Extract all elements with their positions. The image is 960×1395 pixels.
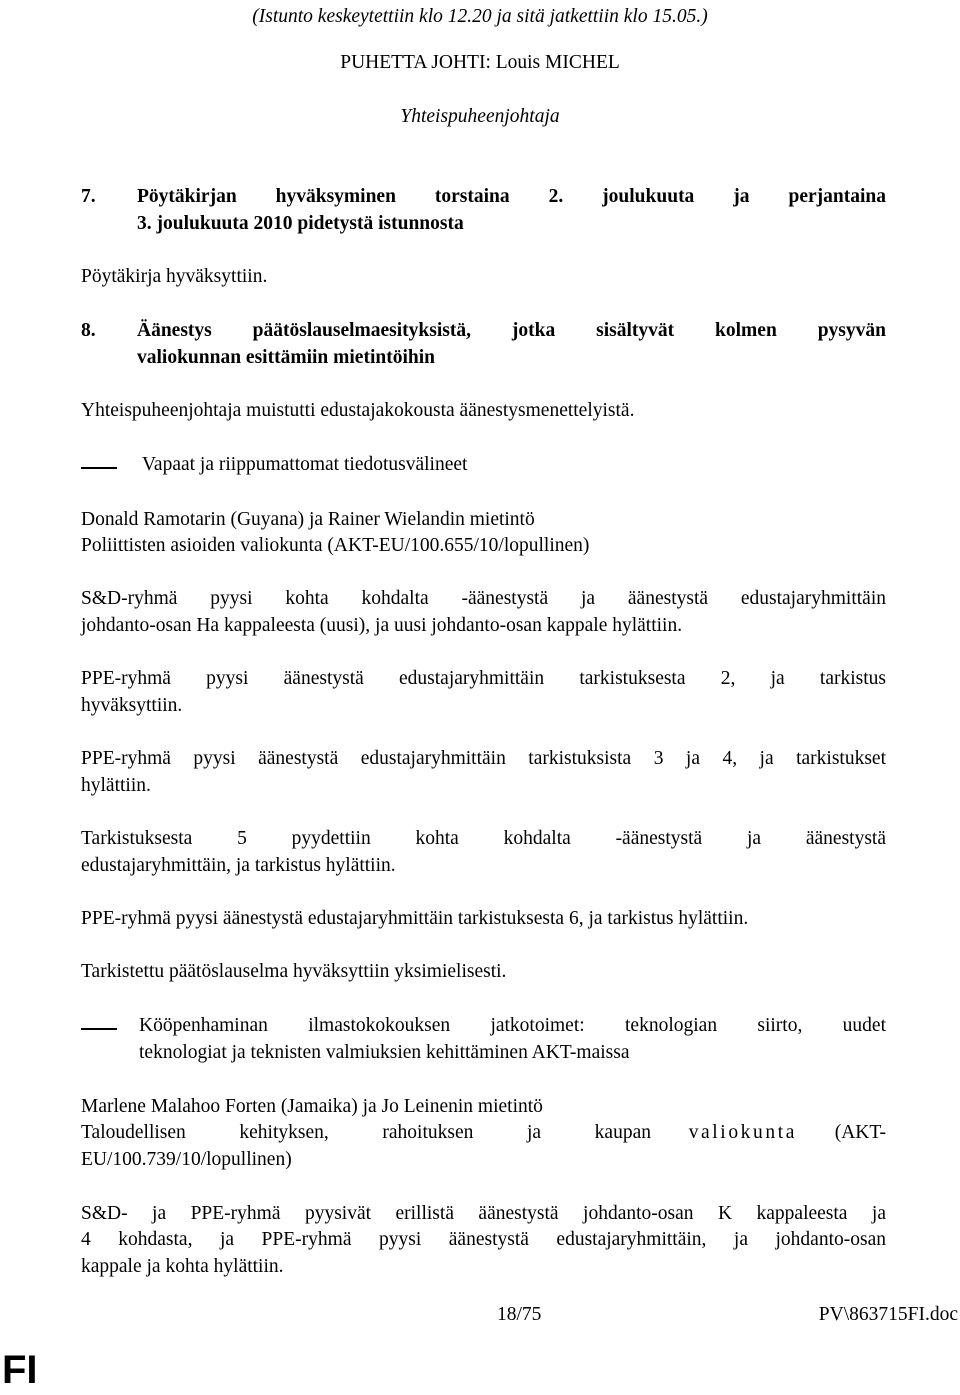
chair-line [0,52,960,74]
section-2-title-line2: teknologiat ja teknisten valmiuksien kehittäminen AKT-maissa [139,1042,630,1063]
section-1-para2-line2: hyväksyttiin. [81,695,183,716]
section-1-report-line2: Poliittisten asioiden valiokunta (AKT-EU/100.655/10/lopullinen) [81,535,590,556]
item-8-intro: Yhteispuheenjohtaja muistutti edustajakokousta äänestysmenettelyistä. [81,400,635,421]
item-7-title-line2: 3. joulukuuta 2010 pidetystä istunnosta [137,213,464,234]
item-8-title-line2: valiokunnan esittämiin mietintöihin [137,347,435,368]
section-2-dash [81,1028,117,1030]
item-8-number: 8. [81,320,96,341]
section-1-para2-line1: PPE-ryhmä pyysi äänestystä edustajaryhmittäin tarkistuksesta 2, ja tarkistus [81,668,886,689]
section-2-report-line3: EU/100.739/10/lopullinen) [81,1149,292,1170]
section-2-report-line2-b: valiokunta [688,1122,798,1143]
session-note [0,6,960,28]
section-1-para1-line2: johdanto-osan Ha kappaleesta (uusi), ja uusi johdanto-osan kappale hylättiin. [81,615,683,636]
page-number: 18/75 [497,1304,542,1325]
section-2-report-line1: Marlene Malahoo Forten (Jamaika) ja Jo Leinenin mietintö [81,1096,543,1117]
chair-role-text: Yhteispuheenjohtaja [400,106,560,127]
section-1-para4-line1: Tarkistuksesta 5 pyydettiin kohta kohdalta -äänestystä ja äänestystä [81,828,886,849]
section-2-report-line2-c: (AKT- [834,1122,886,1143]
section-2-para1-line1: S&D- ja PPE-ryhmä pyysivät erillistä äänestystä johdanto-osan K kappaleesta ja [81,1203,886,1224]
section-1-para1-line1: S&D-ryhmä pyysi kohta kohdalta -äänestystä ja äänestystä edustajaryhmittäin [81,588,886,609]
section-1-para5: PPE-ryhmä pyysi äänestystä edustajaryhmittäin tarkistuksesta 6, ja tarkistus hylättiin. [81,908,749,929]
section-1-para4-line2: edustajaryhmittäin, ja tarkistus hylättiin. [81,855,396,876]
section-1-title: Vapaat ja riippumattomat tiedotusvälineet [142,454,468,475]
item-7-text: Pöytäkirja hyväksyttiin. [81,266,268,287]
item-7-number: 7. [81,186,96,207]
section-2-para1-line2: 4 kohdasta, ja PPE-ryhmä pyysi äänestystä edustajaryhmittäin, ja johdanto-osan [81,1229,886,1250]
section-2-title-line1: Kööpenhaminan ilmastokokouksen jatkotoimet: teknologian siirto, uudet [139,1015,886,1036]
chair-line-text: PUHETTA JOHTI: Louis MICHEL [340,52,620,73]
section-2-report-line2 [81,1122,886,1144]
section-1-para3-line2: hylättiin. [81,775,151,796]
section-1-report-line1: Donald Ramotarin (Guyana) ja Rainer Wielandin mietintö [81,509,535,530]
item-7-title-line1: Pöytäkirjan hyväksyminen torstaina 2. joulukuuta ja perjantaina [137,186,886,207]
item-8-title-line1: Äänestys päätöslauselmaesityksistä, jotka sisältyvät kolmen pysyvän [137,320,886,341]
section-1-para3-line1: PPE-ryhmä pyysi äänestystä edustajaryhmittäin tarkistuksista 3 ja 4, ja tarkistukset [81,748,886,769]
section-2-report-line2-a: Taloudellisen kehityksen, rahoituksen ja kaupan [81,1122,651,1143]
session-note-text: (Istunto keskeytettiin klo 12.20 ja sitä jatkettiin klo 15.05.) [252,6,708,27]
language-code: FI [2,1348,38,1392]
doc-reference: PV\863715FI.doc [818,1304,958,1325]
section-2-para1-line3: kappale ja kohta hylättiin. [81,1256,284,1277]
section-1-para6: Tarkistettu päätöslauselma hyväksyttiin yksimielisesti. [81,961,507,982]
chair-role [0,106,960,128]
section-1-dash [81,467,117,469]
